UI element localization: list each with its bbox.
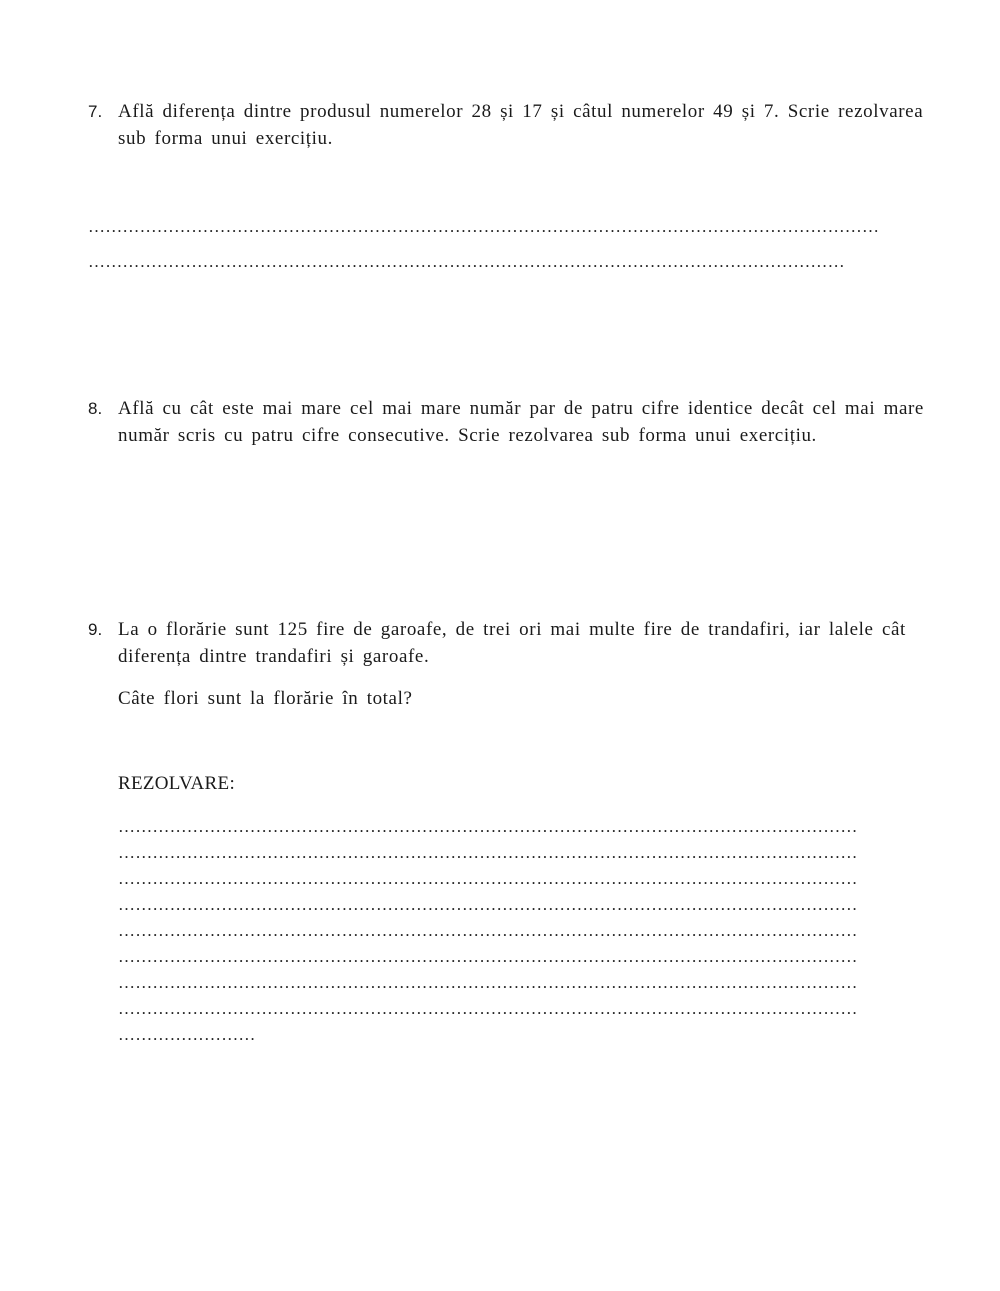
exercise-9-text: La o florărie sunt 125 fire de garoafe, de trei ori mai multe fire de trandafiri, iar lalele cât diferența dintre trandafiri și garoafe. [118, 619, 906, 667]
answer-line-9-7[interactable]: ………………………………………………………………………………………………………………… [118, 973, 858, 992]
answer-line-9-1[interactable]: ………………………………………………………………………………………………………………… [118, 817, 858, 836]
solution-label: REZOLVARE: [118, 773, 236, 794]
answer-line-9-2[interactable]: ………………………………………………………………………………………………………………… [118, 843, 858, 862]
answer-line-9-3[interactable]: ………………………………………………………………………………………………………………… [118, 869, 858, 888]
answer-line-9-9[interactable]: …………………… [118, 1025, 256, 1044]
exercise-9-number: 9. [88, 620, 103, 639]
exercise-8 [88, 396, 938, 449]
exercise-9 [88, 617, 938, 670]
exercise-8-text: Află cu cât este mai mare cel mai mare număr par de patru cifre identice decât cel mai mare număr scris cu patru cifre consecutive. Scrie rezolvarea sub forma unui exercițiu. [118, 398, 924, 446]
answer-line-7-1[interactable]: ………………………………………………………………………………………………………………………… [88, 217, 880, 236]
exercise-7-text: Află diferența dintre produsul numerelor 28 și 17 și câtul numerelor 49 și 7. Scrie rezolvarea sub forma unui exercițiu. [118, 101, 924, 149]
exercise-8-number: 8. [88, 399, 103, 418]
exercise-9-question: Câte flori sunt la florărie în total? [118, 688, 413, 709]
answer-line-9-4[interactable]: ………………………………………………………………………………………………………………… [118, 895, 858, 914]
answer-line-9-5[interactable]: ………………………………………………………………………………………………………………… [118, 921, 858, 940]
exercise-7 [88, 99, 938, 152]
answer-line-9-6[interactable]: ………………………………………………………………………………………………………………… [118, 947, 858, 966]
answer-line-9-8[interactable]: ………………………………………………………………………………………………………………… [118, 999, 858, 1018]
exercise-7-number: 7. [88, 102, 103, 121]
answer-line-7-2[interactable]: …………………………………………………………………………………………………………………… [88, 252, 845, 271]
